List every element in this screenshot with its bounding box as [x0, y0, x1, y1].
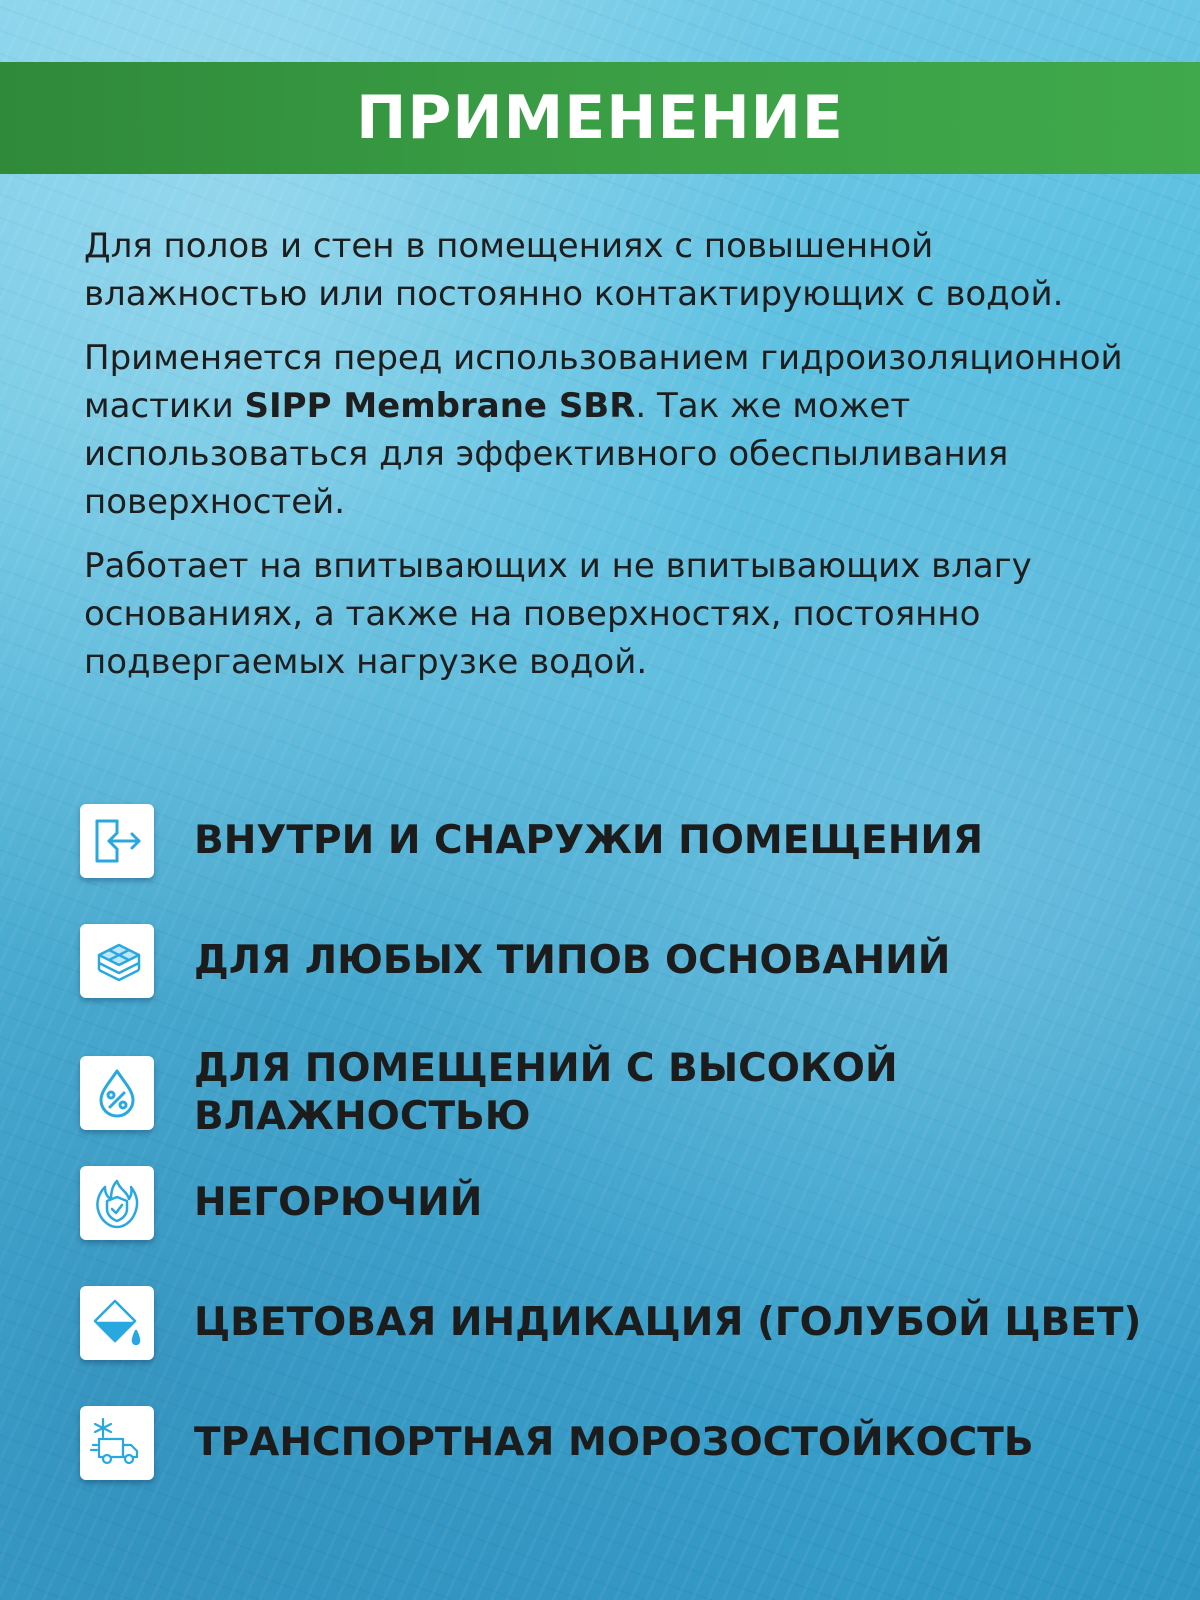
indoor-outdoor-icon: [80, 804, 154, 878]
feature-label: ДЛЯ ПОМЕЩЕНИЙ С ВЫСОКОЙ ВЛАЖНОСТЬЮ: [194, 1046, 898, 1139]
feature-item-humidity: [80, 1045, 1160, 1141]
feature-label: ДЛЯ ЛЮБЫХ ТИПОВ ОСНОВАНИЙ: [194, 938, 951, 983]
feature-item-indoor-outdoor: [80, 804, 1160, 878]
humidity-drop-icon: [80, 1056, 154, 1130]
description-paragraph-3: Работает на впитывающих и не впитывающих влагу основаниях, а также на поверхностях, постоянно подвергаемых нагрузке водой.: [84, 546, 1032, 682]
feature-item-surfaces: [80, 924, 1160, 998]
surface-layers-icon: [80, 924, 154, 998]
paragraph-2-rest: . Так же может использоваться для эффективного обеспыливания поверхностей.: [84, 386, 1009, 522]
description-paragraph-1: Для полов и стен в помещениях с повышенной влажностью или постоянно контактирующих с водой.: [84, 226, 1064, 314]
feature-label: ВНУТРИ И СНАРУЖИ ПОМЕЩЕНИЯ: [194, 818, 984, 863]
paint-bucket-icon: [80, 1286, 154, 1360]
title-banner: [0, 62, 1200, 174]
feature-item-color-indication: [80, 1286, 1160, 1360]
feature-label: ТРАНСПОРТНАЯ МОРОЗОСТОЙКОСТЬ: [194, 1420, 1034, 1465]
page-title: ПРИМЕНЕНИЕ: [356, 83, 844, 153]
description-block: [84, 222, 1134, 702]
product-name: SIPP Membrane SBR: [244, 386, 636, 426]
feature-item-nonflammable: [80, 1166, 1160, 1240]
feature-label: НЕГОРЮЧИЙ: [194, 1180, 483, 1225]
description-paragraph-2: [84, 334, 1134, 526]
paragraph-2-intro: Применяется перед использованием гидроизоляционной мастики: [84, 338, 1123, 426]
frost-truck-icon: [80, 1406, 154, 1480]
feature-label: ЦВЕТОВАЯ ИНДИКАЦИЯ (ГОЛУБОЙ ЦВЕТ): [194, 1300, 1142, 1345]
feature-item-frost-resistance: [80, 1406, 1160, 1480]
fire-shield-icon: [80, 1166, 154, 1240]
